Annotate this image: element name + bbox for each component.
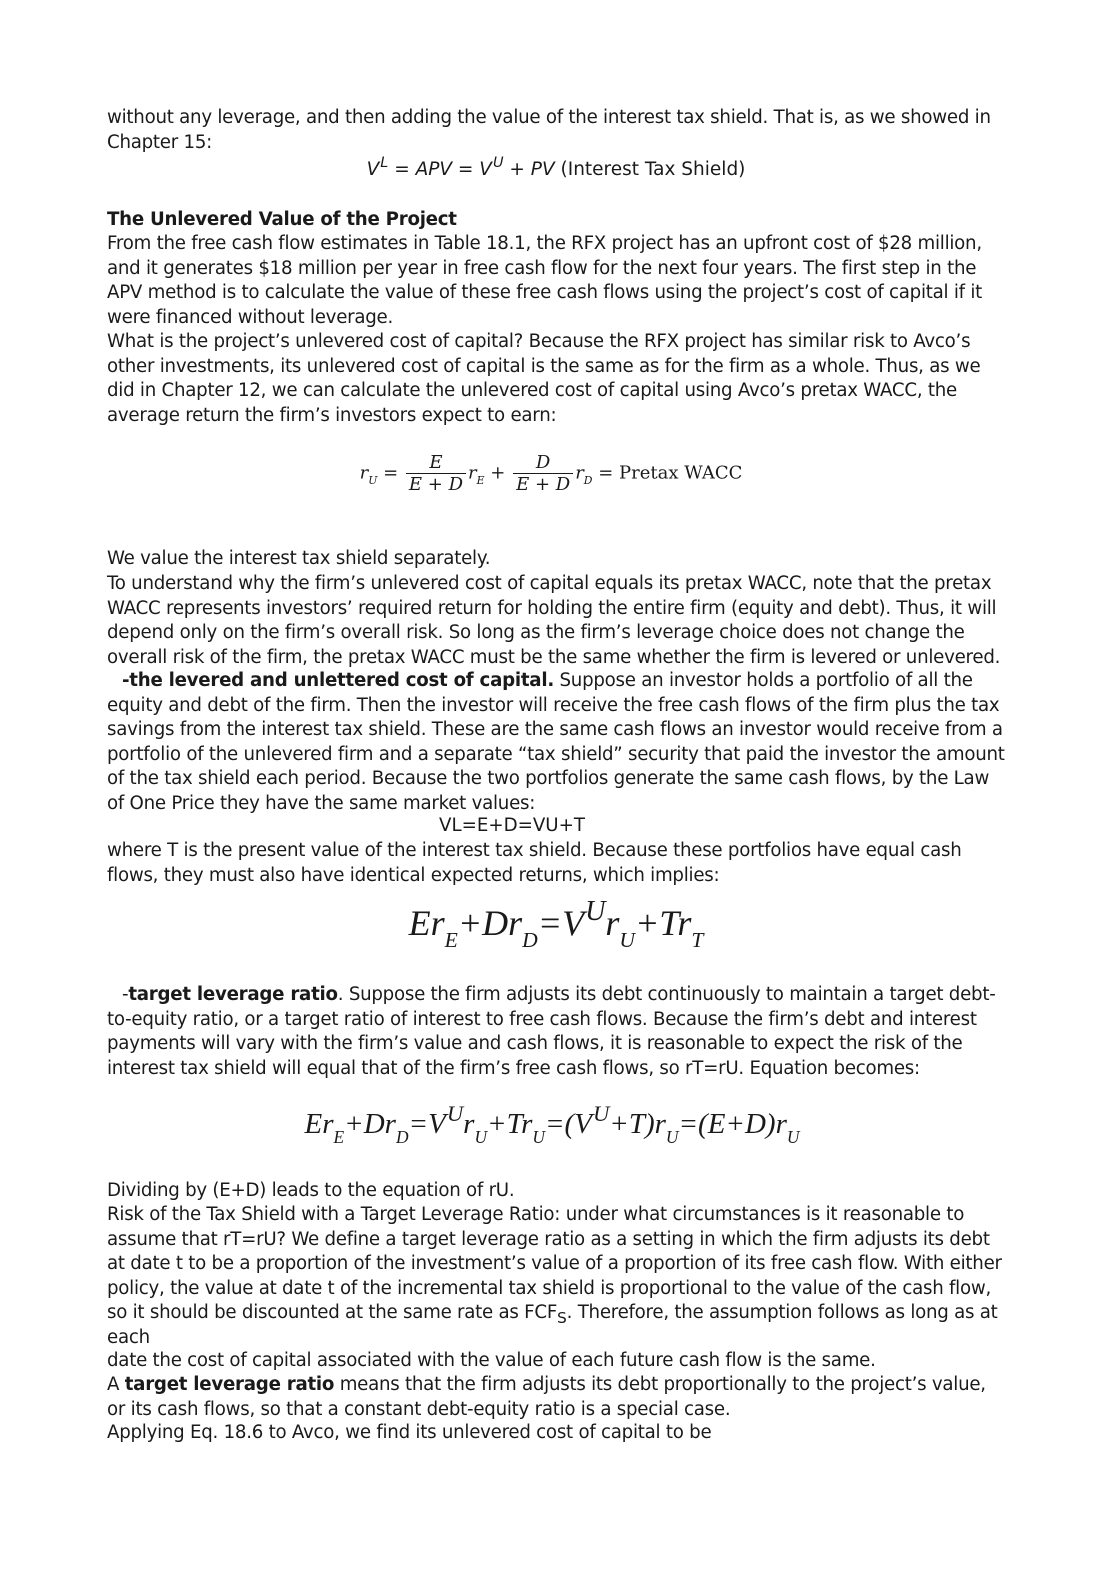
equation-pretax-wacc: $r_U$ = $\frac{E}{E + D}$ $r_E$ + $\frac{D}{E + D}$ $r_D$ = Pretax WACC <box>359 452 743 495</box>
paragraph-applying-eq: Applying Eq. 18.6 to Avco, we find its unlevered cost of capital to be <box>107 1422 712 1443</box>
paragraph-rfx-project: From the free cash flow estimates in Table 18.1, the RFX project has an upfront cost of $28 million, and it generates $18 million per year in free cash flow for the next four years. The first step in the APV method is to calculate the value of these free cash flows using the project’s cost of capital if it were financed without leverage. <box>107 233 983 328</box>
section-heading: The Unlevered Value of the Project <box>107 209 457 230</box>
equation-expected-returns: $Er_E+Dr_D=V^Ur_U+Tr_T$ <box>408 895 704 952</box>
paragraph-pretax-wacc-explanation: To understand why the firm’s unlevered cost of capital equals its pretax WACC, note that the pretax WACC represents investors’ required return for holding the entire firm (equity and debt). Thus, it will depend only on the firm’s overall risk. So long as the firm’s leverage choice does not change the overall risk of the firm, the pretax WACC must be the same whether the firm is levered or unlevered. <box>107 573 1001 668</box>
bold-term-target-leverage: target leverage ratio <box>128 984 338 1005</box>
paragraph-cost-of-capital-same: date the cost of capital associated with the value of each future cash flow is the same. <box>107 1350 876 1371</box>
paragraph-target-leverage: -target leverage ratio. Suppose the firm adjusts its debt continuously to maintain a target debt-to-equity ratio, or a target ratio of interest to free cash flows. Because the firm’s debt and interest payments will vary with the firm’s value and cash flows, it is reasonable to expect the risk of the interest tax shield will equal that of the firm’s free cash flows, so rT=rU. Equation becomes: <box>107 984 996 1079</box>
paragraph-levered-unlevered: -the levered and unlettered cost of capital. Suppose an investor holds a portfolio of all the equity and debt of the firm. Then the investor will receive the free cash flows of the firm plus the tax savings from the interest tax shield. These are the same cash flows an investor would receive from a portfolio of the unlevered firm and a separate “tax shield” security that paid the investor the amount of the tax shield each period. Because the two portfolios generate the same cash flows, by the Law of One Price they have the same market values: <box>107 670 1005 814</box>
paragraph-target-leverage-def: A target leverage ratio means that the firm adjusts its debt proportionally to the project’s value, or its cash flows, so that a constant debt-equity ratio is a special case. <box>107 1374 986 1420</box>
paragraph-tax-shield-separate: We value the interest tax shield separately. <box>107 548 491 569</box>
intro-paragraph: without any leverage, and then adding the value of the interest tax shield. That is, as we showed in Chapter 15: <box>107 107 991 153</box>
paragraph-present-value-t: where T is the present value of the interest tax shield. Because these portfolios have equal cash flows, they must also have identical expected returns, which implies: <box>107 840 962 886</box>
equation-value-identity: VL=E+D=VU+T <box>439 815 585 836</box>
paragraph-dividing: Dividing by (E+D) leads to the equation of rU. <box>107 1180 515 1201</box>
paragraph-unlevered-cost: What is the project’s unlevered cost of capital? Because the RFX project has similar risk to Avco’s other investments, its unlevered cost of capital is the same as for the firm as a whole. Thus, as we did in Chapter 12, we can calculate the unlevered cost of capital using Avco’s pretax WACC, the average return the firm’s investors expect to earn: <box>107 331 981 426</box>
equation-apv: $V^L$ = APV = $V^U$ + PV (Interest Tax Shield) <box>366 155 746 180</box>
paragraph-risk-tax-shield: Risk of the Tax Shield with a Target Leverage Ratio: under what circumstances is it reasonable to assume that rT=rU? We define a target leverage ratio as a setting in which the firm adjusts its debt at date t to be a proportion of the investment’s value of a proportion of its free cash flow. With either policy, the value at date t of the incremental tax shield is proportional to the value of the cash flow, so it should be discounted at the same rate as FCFS. Therefore, the assumption follows as long as at each <box>107 1204 1002 1348</box>
bold-term-target-leverage-2: target leverage ratio <box>124 1374 335 1395</box>
equation-target-leverage: $Er_E+Dr_D=V^Ur_U+Tr_U=(V^U+T)r_U=(E+D)r_U$ <box>304 1100 800 1147</box>
bold-term-levered: -the levered and unlettered cost of capital. <box>122 670 554 691</box>
